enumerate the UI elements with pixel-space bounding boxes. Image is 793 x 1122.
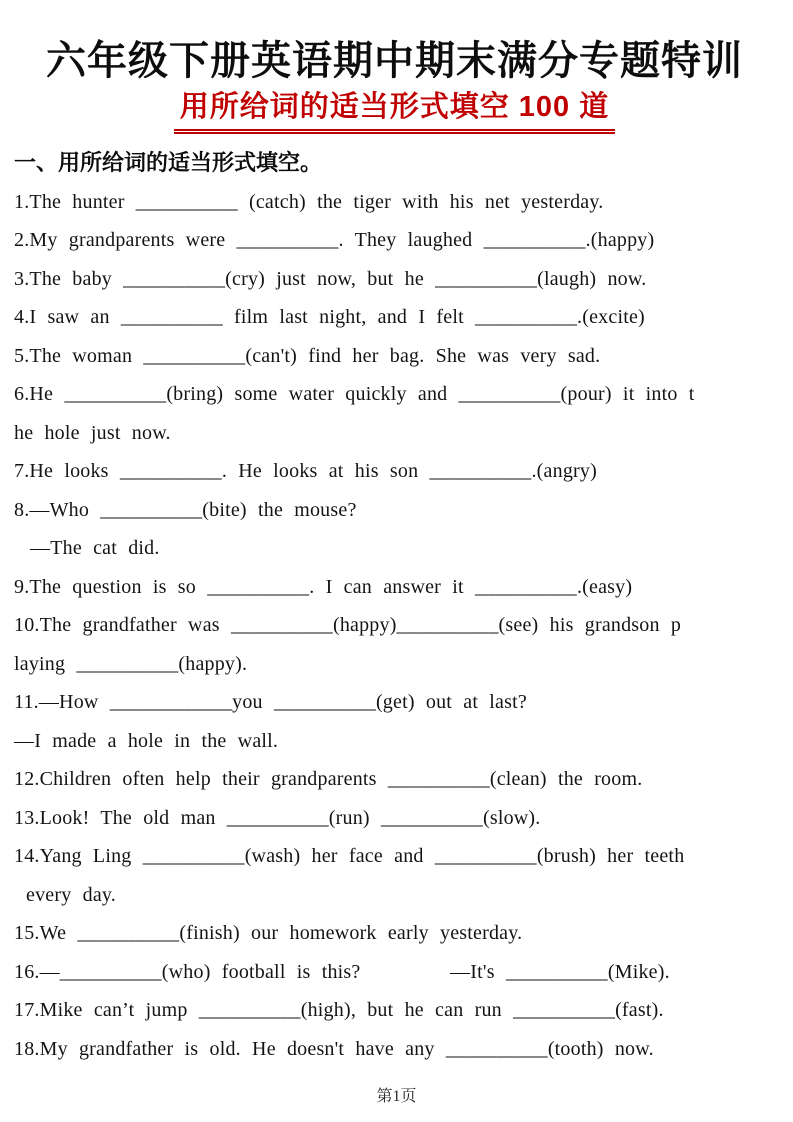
question-line-10: 10.The grandfather was __________(happy)__________(see) his grandson p: [14, 614, 682, 637]
question-line-17: 17.Mike can’t jump __________(high), but he can run __________(fast).: [14, 999, 664, 1022]
question-line-10-cont: laying __________(happy).: [14, 652, 248, 675]
question-line-6: 6.He __________(bring) some water quickly and __________(pour) it into t: [14, 383, 695, 406]
question-line-3: 3.The baby __________(cry) just now, but he __________(laugh) now.: [14, 267, 647, 290]
question-line-11-answer: —I made a hole in the wall.: [14, 729, 279, 752]
question-line-8: 8.—Who __________(bite) the mouse?: [14, 498, 357, 521]
question-line-9: 9.The question is so __________. I can answer it __________.(easy): [14, 575, 633, 598]
question-line-1: 1.The hunter __________ (catch) the tiger with his net yesterday.: [14, 190, 604, 213]
question-line-6-cont: he hole just now.: [14, 421, 171, 444]
question-line-2: 2.My grandparents were __________. They laughed __________.(happy): [14, 229, 655, 252]
page-subtitle: 用所给词的适当形式填空 100 道: [174, 90, 616, 134]
question-line-4: 4.I saw an __________ film last night, and I felt __________.(excite): [14, 306, 645, 329]
page-number: 第1页: [376, 1088, 417, 1105]
subtitle-container: [14, 90, 775, 134]
question-line-8-answer: —The cat did.: [30, 537, 160, 560]
question-line-16: 16.—__________(who) football is this? —It's __________(Mike).: [14, 960, 670, 983]
page-title: 六年级下册英语期中期末满分专题特训: [46, 39, 743, 83]
question-line-14: 14.Yang Ling __________(wash) her face and __________(brush) her teeth: [14, 845, 685, 868]
question-line-13: 13.Look! The old man __________(run) __________(slow).: [14, 806, 541, 829]
question-line-18: 18.My grandfather is old. He doesn't have any __________(tooth) now.: [14, 1037, 654, 1060]
question-line-15: 15.We __________(finish) our homework early yesterday.: [14, 922, 523, 945]
question-line-14-cont: every day.: [26, 883, 116, 906]
question-list: [14, 183, 775, 1069]
question-line-11: 11.—How ____________you __________(get) out at last?: [14, 691, 527, 714]
question-line-12: 12.Children often help their grandparents __________(clean) the room.: [14, 768, 643, 791]
question-line-7: 7.He looks __________. He looks at his son __________.(angry): [14, 460, 597, 483]
section-heading: 一、用所给词的适当形式填空。: [14, 149, 323, 175]
question-line-5: 5.The woman __________(can't) find her bag. She was very sad.: [14, 344, 601, 367]
